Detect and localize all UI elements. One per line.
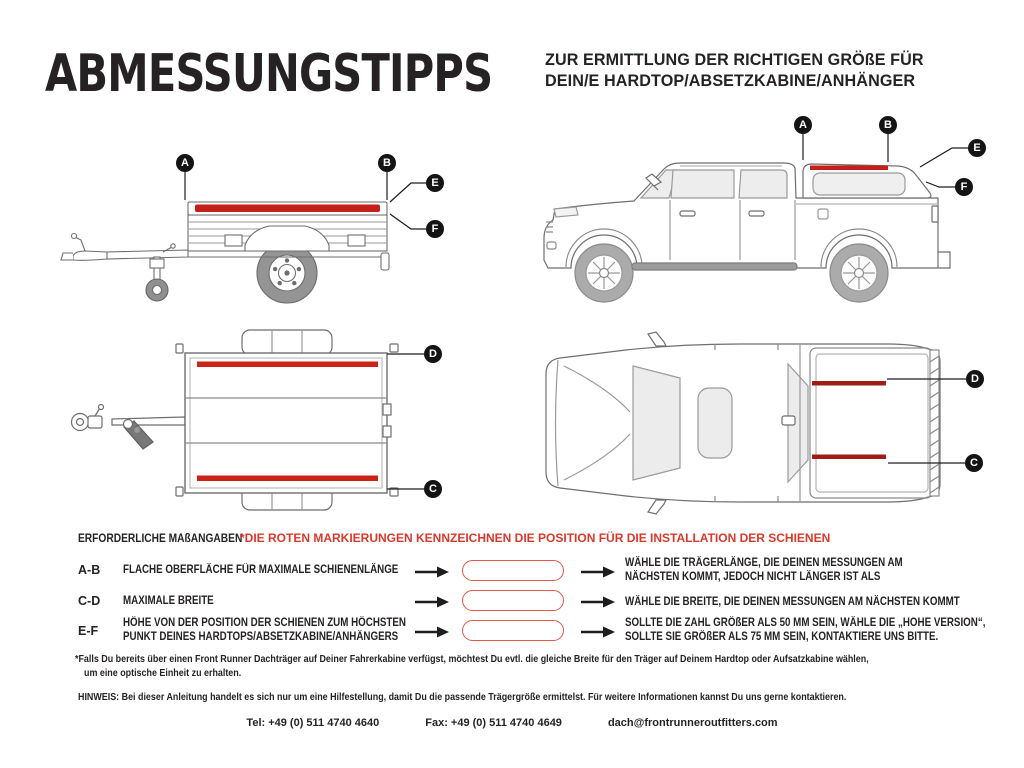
- leader-lines: [387, 354, 424, 489]
- row-ef-result: [625, 617, 1024, 644]
- contact-fax: Fax: +49 (0) 511 4740 4649: [425, 717, 562, 729]
- label-badge-a-trailer: A: [176, 154, 194, 172]
- label-badge-d-truck-top: D: [966, 370, 984, 388]
- rail-marking-trailer-top-2: [197, 476, 378, 482]
- arrow-right-icon: [414, 596, 450, 608]
- measurements-heading: ERFORDERLICHE MAßANGABEN: [78, 531, 243, 545]
- row-ab-result-line2: NÄCHSTEN KOMMT, JEDOCH NICHT LÄNGER IST ALS: [625, 570, 881, 583]
- contact-email[interactable]: dach@frontrunneroutfitters.com: [607, 717, 778, 729]
- label-badge-c-trailer-top: C: [424, 480, 442, 498]
- contact-row: [0, 717, 1024, 729]
- subtitle-line-1: ZUR ERMITTLUNG DER RICHTIGEN GRÖßE FÜR: [545, 50, 924, 69]
- row-ab-result: [625, 557, 952, 584]
- arrow-right-icon: [580, 566, 616, 578]
- row-ef-code: E-F: [78, 624, 99, 638]
- row-ab-result-line1: WÄHLE DIE TRÄGERLÄNGE, DIE DEINEN MESSUNGEN AM: [625, 557, 903, 569]
- row-cd-result: WÄHLE DIE BREITE, DIE DEINEN MESSUNGEN AM NÄCHSTEN KOMMT: [625, 596, 960, 608]
- rail-marking-truck-side: [810, 166, 888, 171]
- truck-side-drawing: [520, 110, 1000, 330]
- label-badge-f-truck: F: [955, 178, 973, 196]
- red-markings-note: *DIE ROTEN MARKIERUNGEN KENNZEICHNEN DIE POSITION FÜR DIE INSTALLATION DER SCHIENEN: [240, 531, 831, 545]
- arrow-right-icon: [414, 626, 450, 638]
- row-ab-code: A-B: [78, 563, 101, 577]
- rail-marking-trailer-top-1: [197, 362, 378, 368]
- label-badge-a-truck: A: [794, 116, 812, 134]
- label-badge-f-trailer: F: [426, 220, 444, 238]
- measurement-input-ab[interactable]: [462, 560, 564, 581]
- footnote-star-line2: um eine optische Einheit zu erhalten.: [84, 667, 242, 679]
- footnote-hinweis: HINWEIS: Bei dieser Anleitung handelt es sich nur um eine Hilfestellung, damit Du die passende Trägergröße ermittelst. Für weitere Informationen kannst Du uns gerne kontaktieren.: [78, 691, 847, 703]
- row-cd-code: C-D: [78, 594, 101, 608]
- footnote-star-line1: *Falls Du bereits über einen Front Runner Dachträger auf Deiner Fahrerkabine verfügst, möchtest Du evtl. die gleiche Breite für den Träger auf Deinem Hardtop oder Aufsatzkabine wählen,: [75, 653, 869, 665]
- arrow-right-icon: [414, 566, 450, 578]
- truck-side-view-diagram: [520, 110, 1000, 330]
- rail-marking-truck-top-1: [812, 381, 886, 386]
- row-ef-label-line2: PUNKT DEINES HARDTOPS/ABSETZKABINE/ANHÄNGERS: [123, 630, 399, 643]
- subtitle-line-2: DEIN/E HARDTOP/ABSETZKABINE/ANHÄNGER: [545, 71, 916, 90]
- row-ab-label: FLACHE OBERFLÄCHE FÜR MAXIMALE SCHIENENLÄNGE: [123, 564, 399, 576]
- label-badge-b-truck: B: [879, 116, 897, 134]
- row-ef-result-line1: SOLLTE DIE ZAHL GRÖßER ALS 50 MM SEIN, WÄHLE DIE „HOHE VERSION“,: [625, 617, 986, 629]
- truck-top-drawing: [530, 330, 1000, 520]
- label-badge-e-truck: E: [968, 139, 986, 157]
- row-ef-label: [123, 617, 456, 644]
- trailer-top-drawing: [40, 320, 460, 520]
- row-ef-label-line1: HÖHE VON DER POSITION DER SCHIENEN ZUM HÖCHSTEN: [123, 617, 406, 629]
- rail-marking-truck-top-2: [812, 455, 886, 460]
- label-badge-c-truck-top: C: [965, 454, 983, 472]
- row-cd-label: MAXIMALE BREITE: [123, 595, 214, 607]
- row-ef-result-line2: SOLLTE SIE GRÖßER ALS 75 MM SEIN, KONTAKTIERE UNS BITTE.: [625, 630, 939, 643]
- arrow-right-icon: [580, 596, 616, 608]
- contact-tel: Tel: +49 (0) 511 4740 4640: [246, 717, 380, 729]
- label-badge-e-trailer: E: [426, 174, 444, 192]
- label-badge-d-trailer-top: D: [424, 345, 442, 363]
- rail-marking-trailer-side: [195, 205, 380, 213]
- label-badge-b-trailer: B: [378, 154, 396, 172]
- measurement-input-cd[interactable]: [462, 590, 564, 611]
- page-title: ABMESSUNGSTIPPS: [45, 44, 493, 104]
- measurement-input-ef[interactable]: [462, 620, 564, 641]
- trailer-top-view-diagram: [40, 320, 460, 520]
- arrow-right-icon: [580, 626, 616, 638]
- truck-top-view-diagram: [530, 330, 1000, 520]
- page-subtitle: [545, 49, 944, 91]
